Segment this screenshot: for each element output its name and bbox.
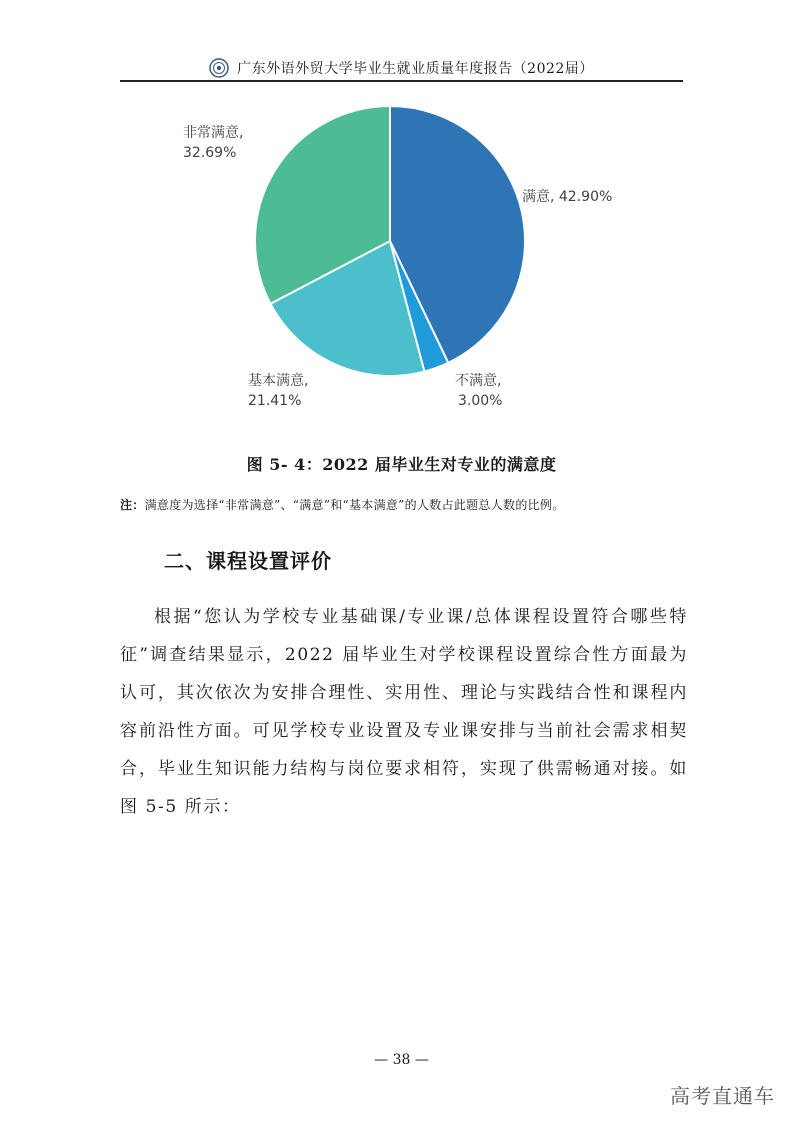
section-heading: 二、课程设置评价 bbox=[164, 549, 332, 573]
pie-label-4: 非常满意, 32.69% bbox=[183, 125, 244, 161]
page-header bbox=[120, 56, 683, 80]
header-divider bbox=[120, 80, 683, 82]
note-text: 满意度为选择“非常满意”、“满意”和“基本满意”的人数占此题总人数的比例。 bbox=[144, 498, 565, 512]
section-paragraph: 根据“您认为学校专业基础课/专业课/总体课程设置符合哪些特征”调查结果显示，2022 届毕业生对学校课程设置综合性方面最为认可，其次依次为安排合理性、实用性、理论与实践结合性和课程内容前沿性方面。可见学校专业设置及专业课安排与当前社会需求相契合，毕业生知识能力结构与岗位要求相符，实现了供需畅通对接。如图 5-5 所示： bbox=[120, 607, 688, 817]
figure-caption: 图 5- 4：2022 届毕业生对专业的满意度 bbox=[246, 455, 557, 474]
watermark-text: 高考直通车 bbox=[670, 1084, 775, 1108]
university-logo-icon bbox=[209, 58, 229, 78]
pie-label-3: 基本满意, 21.41% bbox=[248, 373, 309, 409]
figure-note bbox=[120, 496, 690, 513]
note-prefix: 注： bbox=[120, 498, 145, 512]
pie-label-1: 满意, 42.90% bbox=[522, 189, 613, 205]
page-number: — 38 — bbox=[374, 1052, 429, 1068]
satisfaction-pie-chart bbox=[0, 95, 803, 425]
header-title: 广东外语外贸大学毕业生就业质量年度报告（2022届） bbox=[237, 61, 594, 77]
pie-label-2: 不满意, 3.00% bbox=[455, 373, 503, 409]
